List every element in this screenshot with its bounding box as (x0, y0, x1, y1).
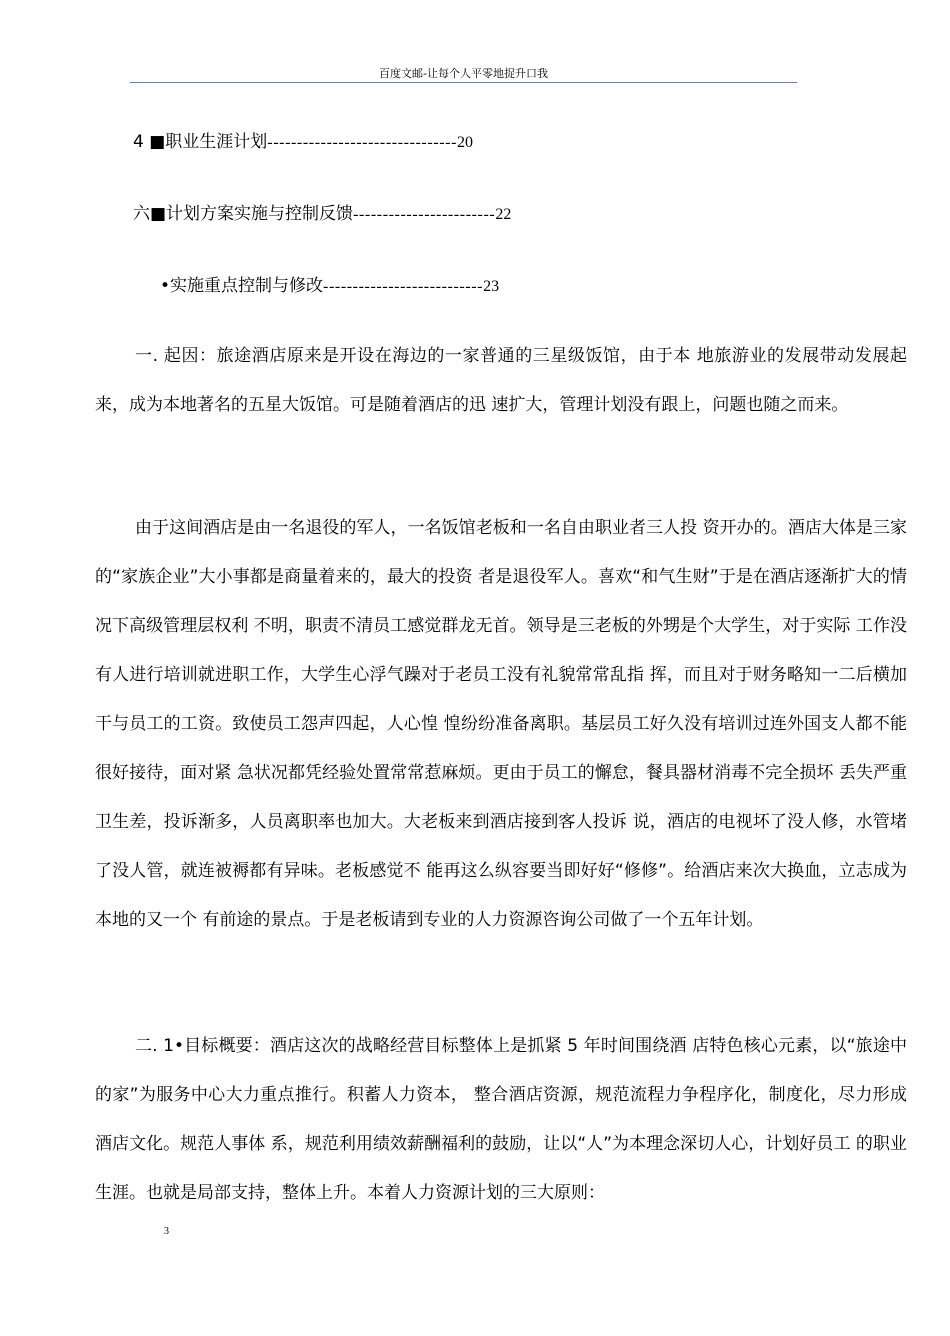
toc-page-number: 23 (483, 278, 500, 295)
paragraph-cause: 一. 起因：旅途酒店原来是开设在海边的一家普通的三星级饭馆，由于本 地旅游业的发展带动发展起来，成为本地著名的五星大饭馆。可是随着酒店的迅 速扩大，管理计划没有跟上，问题也随之而来。 (95, 346, 907, 415)
toc-leader-dots: -------------------------------- (267, 134, 457, 151)
toc-page-number: 20 (457, 134, 473, 151)
toc-entry-career-plan[interactable] (133, 131, 473, 154)
toc-entry-implementation[interactable] (133, 203, 511, 226)
toc-entry-label: •实施重点控制与修改 (160, 276, 324, 296)
toc-entry-key-control[interactable] (160, 275, 499, 298)
toc-entry-label: 4 ■职业生涯计划 (133, 132, 268, 152)
page-header: 百度文邮-让每个人平零地捉升口我 (130, 66, 797, 83)
toc-leader-dots: --------------------------- (323, 278, 484, 295)
paragraph-goal-overview: 二. 1•目标概要：酒店这次的战略经营目标整体上是抓紧 5 年时间围绕酒 店特色核心元素，以“旅途中的家”为服务中心大力重点推行。积蓄人力资本， 整合酒店资源，规范流程力争程序化，制度化，尽力形成酒店文化。规范人事体 系，规范利用绩效薪酬福利的鼓励，让以“人”为本理念深切人心，计划好员工 的职业生涯。也就是局部支持，整体上升。本着人力资源计划的三大原则： (95, 1036, 907, 1203)
toc-leader-dots: ------------------------ (353, 206, 496, 223)
paragraph-background: 由于这间酒店是由一名退役的军人，一名饭馆老板和一名自由职业者三人投 资开办的。酒店大体是三家的“家族企业”大小事都是商量着来的，最大的投资 者是退役军人。喜欢“和气生财”于是在酒店逐渐扩大的情况下高级管理层权利 不明，职责不清员工感觉群龙无首。领导是三老板的外甥是个大学生，对于实际 工作没有人进行培训就进职工作，大学生心浮气躁对于老员工没有礼貌常常乱指 挥，而且对于财务略知一二后横加干与员工的工资。致使员工怨声四起，人心惶 惶纷纷准备离职。基层员工好久没有培训过连外国支人都不能很好接待，面对紧 急状况都凭经验处置常常惹麻烦。更由于员工的懈怠，餐具器材消毒不完全损坏 丢失严重卫生差，投诉渐多，人员离职率也加大。大老板来到酒店接到客人投诉 说，酒店的电视坏了没人修，水管堵了没人管，就连被褥都有异味。老板感觉不 能再这么纵容要当即好好“修修”。给酒店来次大换血，立志成为本地的又一个 有前途的景点。于是老板请到专业的人力资源咨询公司做了一个五年计划。 (95, 518, 907, 930)
toc-page-number: 22 (495, 206, 512, 223)
page-number: 3 (164, 1226, 169, 1237)
toc-entry-label: 六■计划方案实施与控制反馈 (133, 204, 354, 224)
